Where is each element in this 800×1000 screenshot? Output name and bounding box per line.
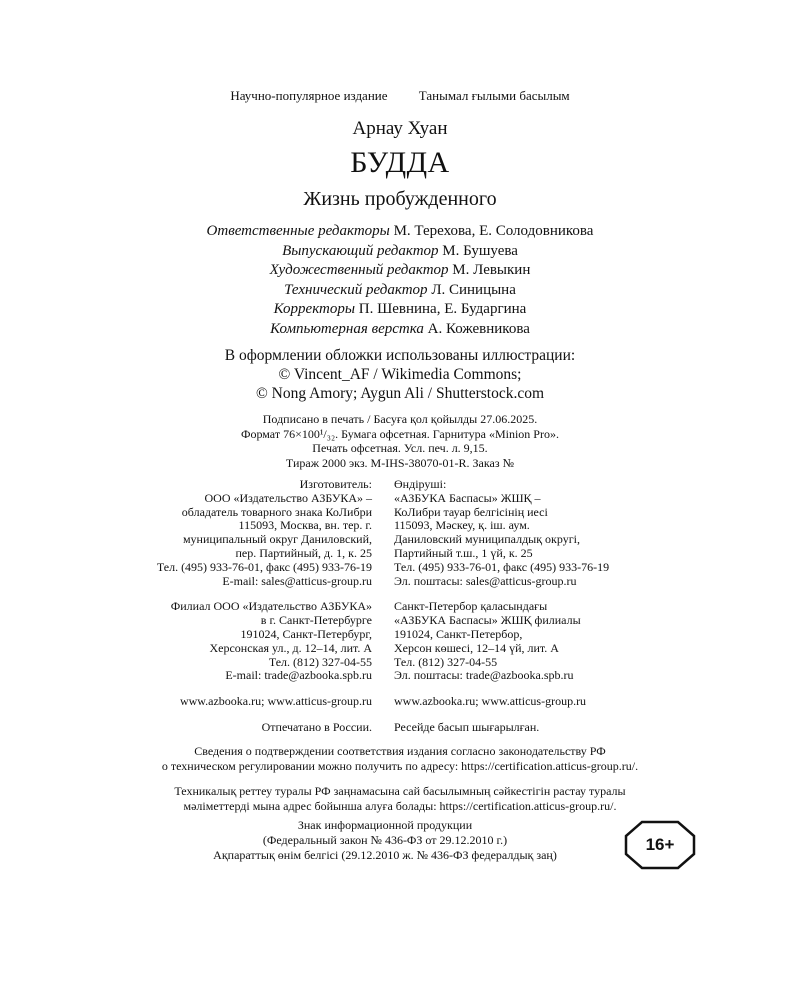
branch-kz-email: Эл. поштасы: trade@azbooka.spb.ru	[394, 668, 574, 683]
credit-names: П. Шевнина, Е. Бударгина	[358, 301, 527, 317]
publisher-info	[0, 478, 800, 735]
branch-kz-line: Херсон көшесі, 12–14 үй, лит. А	[394, 640, 559, 655]
credit-role: Ответственные редакторы	[206, 223, 390, 239]
certification-ru	[0, 744, 800, 774]
credit-line	[0, 222, 800, 242]
printed-in-section	[0, 721, 800, 735]
branch-ru-line: Филиал ООО «Издательство АЗБУКА»	[170, 599, 372, 614]
age-rating-badge	[624, 820, 696, 870]
info-product-sign	[150, 818, 620, 863]
certification-ru-line: Сведения о подтверждении соответствия издания согласно законодательству РФ	[194, 744, 606, 758]
certification-kz	[0, 784, 800, 814]
credit-role: Выпускающий редактор	[282, 242, 439, 259]
edition-type-kz: Танымал ғылыми басылым	[418, 88, 570, 103]
credits-block	[0, 222, 800, 339]
imprint-line: Подписано в печать / Басуға қол қойылды 27.06.2025.	[262, 412, 538, 426]
certification-kz-line: мәліметтерді мына адрес бойынша алуға болады: https://certification.atticus-group.ru/.	[183, 799, 617, 813]
edition-type-ru: Научно-популярное издание	[230, 88, 388, 103]
printed-in-ru: Отпечатано в России.	[261, 719, 372, 734]
imprint-block	[0, 412, 800, 470]
manufacturer-ru-line: пер. Партийный, д. 1, к. 25	[235, 545, 372, 560]
manufacturer-kz-line: 115093, Мәскеу, қ. іш. аум.	[394, 518, 530, 533]
branch-ru-line: Тел. (812) 327-04-55	[268, 654, 372, 669]
manufacturer-kz	[383, 478, 800, 588]
author: Арнау Хуан	[352, 118, 448, 139]
branch-ru-line: в г. Санкт-Петербурге	[260, 613, 372, 628]
branch-kz-line: Тел. (812) 327-04-55	[394, 654, 498, 669]
credit-role: Технический редактор	[284, 281, 428, 298]
credit-line	[0, 300, 800, 320]
manufacturer-ru-email: E-mail: sales@atticus-group.ru	[222, 573, 372, 588]
manufacturer-ru	[0, 478, 383, 588]
imprint-line: Тираж 2000 экз. M-IHS-38070-01-R. Заказ №	[285, 455, 515, 470]
certification-kz-line: Техникалық реттеу туралы РФ заңнамасына сай басылымның сәйкестігін растау туралы	[174, 784, 626, 798]
illustration-credits	[0, 346, 800, 403]
credit-names: М. Бушуева	[442, 242, 518, 259]
imprint-line: Формат 76×100¹/₃₂. Бумага офсетная. Гарнитура «Minion Pro».	[241, 426, 559, 441]
branch-kz	[383, 600, 800, 683]
illustration-line: © Nong Amory; Aygun Ali / Shutterstock.com	[255, 385, 545, 402]
manufacturer-kz-line: Өндіруші:	[394, 477, 447, 491]
branch-section	[0, 600, 800, 683]
manufacturer-ru-line: ООО «Издательство АЗБУКА» –	[204, 490, 372, 505]
credit-names: Л. Синицына	[431, 281, 516, 298]
manufacturer-kz-line: Партийный т.ш., 1 үй, к. 25	[394, 545, 533, 560]
edition-type	[0, 88, 800, 104]
book-title: БУДДА	[350, 146, 450, 179]
info-sign-line: (Федеральный закон № 436-ФЗ от 29.12.2010 г.)	[262, 833, 508, 847]
manufacturer-kz-line: «АЗБУКА Баспасы» ЖШҚ –	[394, 490, 541, 505]
info-sign-line: Знак информационной продукции	[297, 818, 473, 832]
manufacturer-ru-line: 115093, Москва, вн. тер. г.	[238, 518, 372, 533]
branch-ru-email: E-mail: trade@azbooka.spb.ru	[225, 668, 372, 683]
branch-ru-line: Херсонская ул., д. 12–14, лит. А	[209, 640, 372, 655]
websites-section	[0, 695, 800, 709]
websites-kz: www.azbooka.ru; www.atticus-group.ru	[394, 694, 587, 709]
credit-role: Художественный редактор	[269, 262, 449, 278]
info-sign-line: Ақпараттық өнім белгісі (29.12.2010 ж. № 436-ФЗ федералдық заң)	[213, 848, 557, 862]
manufacturer-ru-line: муниципальный округ Даниловский,	[182, 532, 372, 547]
credit-role: Компьютерная верстка	[270, 320, 424, 337]
websites-ru: www.azbooka.ru; www.atticus-group.ru	[179, 694, 372, 709]
manufacturer-kz-line: Тел. (495) 933-76-01, факс (495) 933-76-19	[394, 559, 610, 574]
credit-line	[0, 242, 800, 262]
branch-kz-line: 191024, Санкт-Петербор,	[394, 626, 523, 641]
book-subtitle: Жизнь пробужденного	[303, 188, 497, 210]
manufacturer-kz-email: Эл. поштасы: sales@atticus-group.ru	[394, 573, 577, 588]
credit-names: М. Левыкин	[452, 262, 531, 278]
age-rating-label: 16+	[645, 835, 675, 854]
branch-ru	[0, 600, 383, 683]
credit-names: М. Терехова, Е. Солодовникова	[393, 223, 594, 239]
credit-line	[0, 320, 800, 340]
illustration-line: © Vincent_AF / Wikimedia Commons;	[278, 366, 522, 383]
manufacturer-kz-line: КоЛибри тауар белгісінің иесі	[394, 504, 548, 519]
credit-names: А. Кожевникова	[427, 320, 530, 337]
certification-ru-line: о техническом регулировании можно получить по адресу: https://certification.atticus-group.ru/.	[161, 759, 639, 773]
printed-in-kz: Ресейде басып шығарылған.	[394, 719, 540, 734]
credit-line	[0, 281, 800, 301]
branch-kz-line: «АЗБУКА Баспасы» ЖШҚ филиалы	[394, 613, 581, 628]
manufacturer-section	[0, 478, 800, 588]
illustration-line: В оформлении обложки использованы иллюстрации:	[224, 347, 576, 364]
manufacturer-ru-line: Тел. (495) 933-76-01, факс (495) 933-76-19	[156, 559, 372, 574]
manufacturer-ru-line: обладатель товарного знака КоЛибри	[181, 504, 372, 519]
branch-ru-line: 191024, Санкт-Петербург,	[240, 626, 372, 641]
manufacturer-ru-line: Изготовитель:	[299, 477, 372, 491]
imprint-line: Печать офсетная. Усл. печ. л. 9,15.	[312, 441, 488, 455]
manufacturer-kz-line: Даниловский муниципалдық округі,	[394, 532, 580, 547]
branch-kz-line: Санкт-Петербор қаласындағы	[394, 599, 548, 614]
credit-role: Корректоры	[273, 301, 356, 317]
credit-line	[0, 261, 800, 281]
